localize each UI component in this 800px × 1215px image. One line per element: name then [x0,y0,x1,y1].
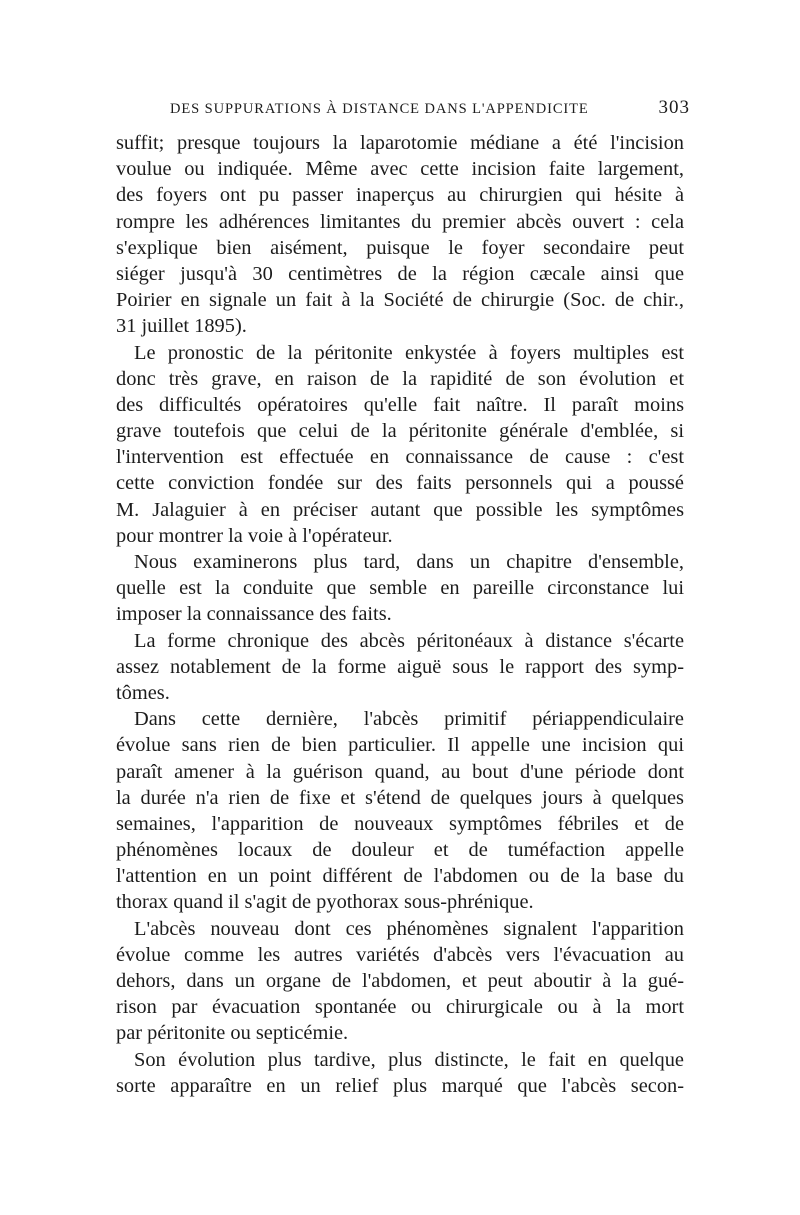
text-line: pour montrer la voie à l'opérateur. [116,524,393,547]
text-line: rompre les adhérences limitantes du premier abcès ouvert : cela [116,210,684,233]
text-line: sorte apparaître en un relief plus marqué que l'abcès secon- [116,1074,684,1097]
text-line: la durée n'a rien de fixe et s'étend de quelques jours à quelques [116,786,684,809]
text-line: Poirier en signale un fait à la Société de chirurgie (Soc. de chir., [116,289,684,312]
text-line: siéger jusqu'à 30 centimètres de la région cæcale ainsi que [116,262,684,285]
text-line: évolue comme les autres variétés d'abcès vers l'évacuation au [116,943,684,966]
text-line: tômes. [116,681,170,704]
text-line: grave toutefois que celui de la péritonite générale d'emblée, si [116,420,684,443]
text-line: quelle est la conduite que semble en pareille circonstance lui [116,577,684,600]
text-line: des foyers ont pu passer inaperçus au chirurgien qui hésite à [116,184,684,207]
text-line: voulue ou indiquée. Même avec cette incision faite largement, [116,158,684,181]
text-line: L'abcès nouveau dont ces phénomènes signalent l'apparition [134,917,684,940]
body-text [116,130,684,1099]
text-line: La forme chronique des abcès péritonéaux à distance s'écarte [134,629,684,652]
text-line: des difficultés opératoires qu'elle fait naître. Il paraît moins [116,393,684,416]
paragraph [116,628,684,707]
paragraph [116,130,684,340]
running-head [170,97,690,119]
paragraph [116,1047,684,1099]
text-line: par péritonite ou septicémie. [116,1022,349,1045]
text-line: phénomènes locaux de douleur et de tuméfaction appelle [116,839,684,862]
page-number: 303 [658,97,690,118]
text-line: 31 juillet 1895). [116,315,247,338]
paragraph [116,916,684,1047]
text-line: assez notablement de la forme aiguë sous le rapport des symp- [116,655,684,678]
text-line: imposer la connaissance des faits. [116,603,392,626]
text-line: Dans cette dernière, l'abcès primitif périappendiculaire [134,708,684,731]
text-line: rison par évacuation spontanée ou chirurgicale ou à la mort [116,996,684,1019]
paragraph [116,706,684,916]
text-line: semaines, l'apparition de nouveaux symptômes fébriles et de [116,812,684,835]
text-line: donc très grave, en raison de la rapidité de son évolution et [116,367,684,390]
paragraph [116,549,684,628]
text-line: cette conviction fondée sur des faits personnels qui a poussé [116,472,684,495]
text-line: Nous examinerons plus tard, dans un chapitre d'ensemble, [134,551,684,573]
text-line: dehors, dans un organe de l'abdomen, et peut aboutir à la gué- [116,970,684,992]
paragraph [116,340,684,550]
text-line: thorax quand il s'agit de pyothorax sous-phrénique. [116,891,534,914]
text-line: suffit; presque toujours la laparotomie médiane a été l'incision [116,132,684,154]
text-line: paraît amener à la guérison quand, au bout d'une période dont [116,760,684,783]
text-line: l'intervention est effectuée en connaissance de cause : c'est [116,446,684,469]
text-line: M. Jalaguier à en préciser autant que possible les symptômes [116,498,684,521]
text-line: Le pronostic de la péritonite enkystée à foyers multiples est [134,341,684,364]
text-line: s'explique bien aisément, puisque le foyer secondaire peut [116,236,684,259]
text-line: Son évolution plus tardive, plus distincte, le fait en quelque [134,1048,684,1071]
text-line: évolue sans rien de bien particulier. Il appelle une incision qui [116,734,684,757]
running-title: DES SUPPURATIONS À DISTANCE DANS L'APPENDICITE [170,101,589,117]
text-line: l'attention en un point différent de l'abdomen ou de la base du [116,865,684,888]
